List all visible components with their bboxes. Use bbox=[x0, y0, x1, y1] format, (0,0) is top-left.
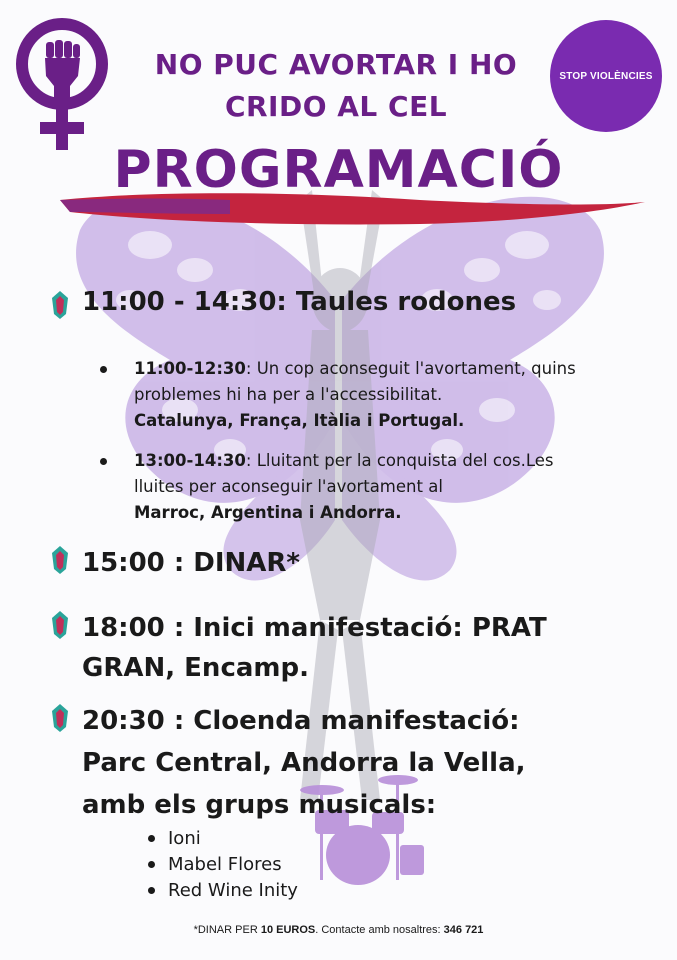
program-item-3-line-2: GRAN, Encamp. bbox=[82, 653, 309, 683]
bullet-dot bbox=[100, 366, 107, 373]
gem-bullet-icon bbox=[50, 703, 70, 733]
sub-item-1-time: 11:00-12:30 bbox=[134, 359, 246, 378]
program-item-1-title: 11:00 - 14:30: Taules rodones bbox=[82, 287, 517, 317]
sub-item-2-time: 13:00-14:30 bbox=[134, 451, 246, 470]
program-item-3-line-1: 18:00 : Inici manifestació: PRAT bbox=[82, 613, 547, 643]
program-item-4-line-2: Parc Central, Andorra la Vella, bbox=[82, 748, 526, 778]
headline-line-2: CRIDO AL CEL bbox=[224, 90, 448, 123]
list-item: Mabel Flores bbox=[148, 852, 298, 878]
program-item-4-line-1: 20:30 : Cloenda manifestació: bbox=[82, 706, 520, 736]
gem-bullet-icon bbox=[50, 545, 70, 575]
list-item: Ioni bbox=[148, 826, 298, 852]
footer-note bbox=[0, 924, 677, 936]
gem-bullet-icon bbox=[50, 290, 70, 320]
footer-pre: *DINAR PER bbox=[193, 924, 261, 936]
footer-price: 10 EUROS bbox=[260, 924, 316, 936]
gem-bullet-icon bbox=[50, 610, 70, 640]
headline-line-1: NO PUC AVORTAR I HO bbox=[154, 48, 518, 81]
sub-item-2-countries: Marroc, Argentina i Andorra. bbox=[134, 503, 402, 522]
band-list bbox=[148, 826, 298, 904]
list-item: Red Wine Inity bbox=[148, 878, 298, 904]
program-item-4-title bbox=[82, 700, 622, 826]
stop-violence-badge bbox=[550, 20, 662, 132]
program-item-3-title bbox=[82, 608, 622, 688]
badge-label: STOP VIOLÈNCIES bbox=[559, 70, 653, 82]
footer-phone: 346 721 bbox=[443, 924, 484, 936]
page-title: PROGRAMACIÓ bbox=[113, 140, 564, 200]
footer-mid: . Contacte amb nosaltres: bbox=[315, 924, 444, 936]
program-item-4-line-3: amb els grups musicals: bbox=[82, 790, 437, 820]
feminist-fist-venus-icon bbox=[12, 14, 112, 154]
headline bbox=[120, 44, 552, 128]
bullet-dot bbox=[100, 458, 107, 465]
sub-item-1-body: : Un cop aconseguit l'avortament, quins problemes hi ha per a l'accessibilitat. bbox=[134, 359, 576, 404]
sub-item-2-text bbox=[134, 448, 604, 526]
sub-item-2-body: : Lluitant per la conquista del cos.Les lluites per aconseguir l'avortament al bbox=[134, 451, 554, 496]
sub-item-1-countries: Catalunya, França, Itàlia i Portugal. bbox=[134, 411, 465, 430]
sub-item-1-text bbox=[134, 356, 604, 434]
program-item-2-title: 15:00 : DINAR* bbox=[82, 548, 301, 578]
